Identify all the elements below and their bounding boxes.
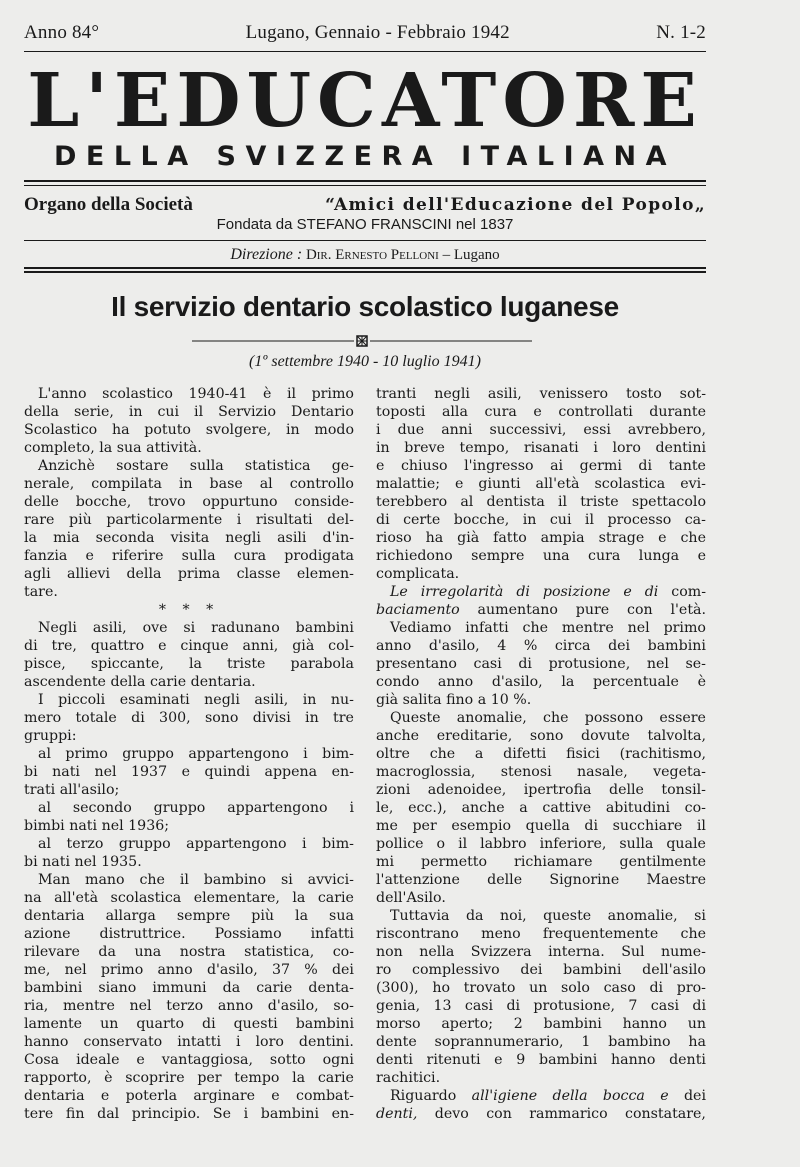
text-line: morso aperto; 2 bambini hanno un (376, 1016, 706, 1032)
direction-line (24, 246, 706, 264)
text-line: ria, mentre nel terzo anno d'asilo, so- (24, 998, 354, 1014)
organ-society: “Amici dell'Educazione del Popolo„ (325, 195, 706, 215)
text-line: tere fin dal principio. Se i bambini en- (24, 1106, 354, 1122)
text-line: na all'età scolastica elementare, la carie (24, 890, 354, 906)
divider (24, 51, 706, 52)
masthead-title: L'EDUCATORE (27, 58, 703, 144)
text-line: Le irregolarità di posizione e di com- (390, 584, 706, 600)
issue-year: Anno 84° (24, 22, 100, 43)
text-line: bambini siano immuni da carie denta- (24, 980, 354, 996)
text-line: mi permetto richiamare gentilmente (376, 854, 706, 870)
text-line: tare. (24, 584, 58, 600)
text-line: Anzichè sostare sulla statistica ge- (38, 458, 354, 474)
text-line: fanzia e riferire sulla cura prodigata (24, 548, 354, 564)
square-ornament-icon (192, 334, 532, 348)
text-line: (300), ho trovato un solo caso di pro- (376, 980, 706, 996)
text-line: denti, devo con rammarico constatare, (376, 1106, 706, 1122)
text-line: me per esempio quella di succhiare il (376, 818, 706, 834)
text-line: delle bocche, trovo oppurtuno conside- (24, 494, 354, 510)
direction-separator: – (442, 247, 451, 263)
text-line: al secondo gruppo appartengono i (38, 800, 354, 816)
text-line: Scolastico ha potuto svolgere, in modo (24, 422, 354, 438)
founded-line: Fondata da STEFANO FRANSCINI nel 1837 (216, 216, 514, 233)
text-line: di tre, quattro e cinque anni, già col- (24, 638, 354, 654)
masthead-subtitle: DELLA SVIZZERA ITALIANA (53, 141, 677, 172)
direction-city: Lugano (453, 247, 500, 263)
text-line: l'attenzione delle Signorine Maestre (376, 872, 706, 888)
text-line: me, nel primo anno d'asilo, 37 % dei (24, 962, 354, 978)
text-line: rare più particolarmente i risultati del- (24, 512, 354, 528)
text-line: baciamento aumentano pure con l'età. (376, 602, 706, 618)
text-line: tranti negli asili, venissero tosto sot- (376, 386, 706, 402)
text-line: trati all'asilo; (24, 782, 120, 798)
text-line: L'anno scolastico 1940-41 è il primo (38, 386, 354, 402)
text-line: di certe bocche, in cui il processo ca- (376, 512, 706, 528)
text-line: anno d'asilo, 4 % circa dei bambini (376, 638, 706, 654)
divider (24, 180, 706, 182)
article-dates: (1º settembre 1940 - 10 luglio 1941) (249, 353, 481, 370)
issue-number: N. 1-2 (656, 22, 706, 43)
text-line: macroglossia, stenosi nasale, vegeta- (376, 764, 706, 780)
text-line: le, ecc.), anche a cattive abitudini co- (376, 800, 706, 816)
text-line: toposti alla cura e controllati durante (376, 404, 706, 420)
text-line: Man mano che il bambino si avvici- (38, 872, 354, 888)
text-line: dell'Asilo. (376, 890, 446, 906)
text-line: bi nati nel 1935. (24, 854, 142, 870)
text-line: Cosa ideale e vantaggiosa, sotto ogni (24, 1052, 354, 1068)
text-line: rioso ha già fatto ampia strage e che (376, 530, 706, 546)
text-line: dentaria allarga sempre più la sua (24, 908, 354, 924)
text-line: condo anno d'asilo, la percentuale è (376, 674, 706, 690)
text-line: al terzo gruppo appartengono i bim- (38, 836, 354, 852)
text-line: Negli asili, ove si radunano bambini (38, 620, 354, 636)
text-line: genia, 13 casi di protusione, 7 casi di (376, 998, 706, 1014)
text-line: presentano casi di protusione, nel se- (376, 656, 706, 672)
divider (24, 271, 706, 273)
text-line: azione distruttrice. Possiamo infatti (24, 926, 354, 942)
divider (24, 185, 706, 186)
text-line: e chiuso l'ingresso ai germi di tante (376, 458, 706, 474)
text-line: lamente un quarto di questi bambini (24, 1016, 354, 1032)
text-line: in breve tempo, risanati i loro dentini (376, 440, 706, 456)
text-line: pollice o il labbro inferiore, sulla quale (376, 836, 706, 852)
text-line: * * * (158, 602, 220, 618)
issue-line (24, 22, 706, 44)
text-line: riscontrano meno frequentemente che (376, 926, 706, 942)
text-line: denti ritenuti e 9 bambini hanno denti (376, 1052, 706, 1068)
text-line: I piccoli esaminati negli asili, in nu- (38, 692, 354, 708)
organ-line (24, 194, 706, 216)
direction-label: Direzione : (230, 246, 303, 263)
text-line: dentaria e poterla arginare e combat- (24, 1088, 354, 1104)
text-line: rilevare da una nostra statistica, co- (24, 944, 354, 960)
text-line: mero totale di 300, sono divisi in tre (24, 710, 354, 726)
text-line: zioni adenoidee, ipertrofia delle tonsil- (376, 782, 706, 798)
text-line: pisce, spiccante, la triste parabola (24, 656, 354, 672)
divider (24, 240, 706, 241)
text-line: ascendente della carie dentaria. (24, 674, 256, 690)
text-line: ro complessivo dei bambini dell'asilo (376, 962, 706, 978)
text-line: Queste anomalie, che possono essere (390, 710, 706, 726)
issue-dateline: Lugano, Gennaio - Febbraio 1942 (245, 22, 510, 43)
text-line: complicata. (376, 566, 460, 582)
text-column-right (376, 385, 706, 1123)
text-line: oltre che a difetti fisici (rachitismo, (376, 746, 706, 762)
direction-name: Dir. Ernesto Pelloni (305, 247, 439, 263)
text-line: non nella Svizzera interna. Sul nume- (376, 944, 706, 960)
text-line: la mia seconda visita negli asili d'in- (24, 530, 354, 546)
text-line: bi nati nel 1937 e quindi appena en- (24, 764, 354, 780)
text-column-left (24, 385, 354, 1123)
text-line: richiedono sempre una cura lunga e (376, 548, 706, 564)
text-line: dente soprannumerario, 1 bambino ha (376, 1034, 706, 1050)
text-line: già salita fino a 10 %. (376, 692, 532, 708)
text-line: malattie; e giunti all'età scolastica evi- (376, 476, 706, 492)
text-line: terebbero al dentista il triste spettacolo (376, 494, 706, 510)
text-line: gruppi: (24, 728, 77, 744)
text-line: Vediamo infatti che mentre nel primo (390, 620, 706, 636)
article-title: Il servizio dentario scolastico luganese (111, 291, 619, 322)
text-line: i due anni successivi, essi avrebbero, (376, 422, 706, 438)
text-line: rapporto, è scoprire per tempo la carie (24, 1070, 354, 1086)
organ-prefix: Organo della Società (24, 194, 193, 215)
text-line: Riguardo all'igiene della bocca e dei (390, 1088, 706, 1104)
text-line: completo, la sua attività. (24, 440, 202, 456)
text-line: anche ereditarie, sono dovute talvolta, (376, 728, 706, 744)
journal-page (24, 0, 706, 1167)
text-line: della serie, in cui il Servizio Dentario (24, 404, 354, 420)
text-line: Tuttavia da noi, queste anomalie, si (390, 908, 706, 924)
text-line: al primo gruppo appartengono i bim- (38, 746, 354, 762)
divider (24, 267, 706, 269)
text-line: agli allievi della prima classe elemen- (24, 566, 354, 582)
text-line: bimbi nati nel 1936; (24, 818, 170, 834)
text-line: rachitici. (376, 1070, 441, 1086)
text-line: nerale, compilata in base al controllo (24, 476, 354, 492)
text-line: hanno conservato intatti i loro dentini. (24, 1034, 354, 1050)
